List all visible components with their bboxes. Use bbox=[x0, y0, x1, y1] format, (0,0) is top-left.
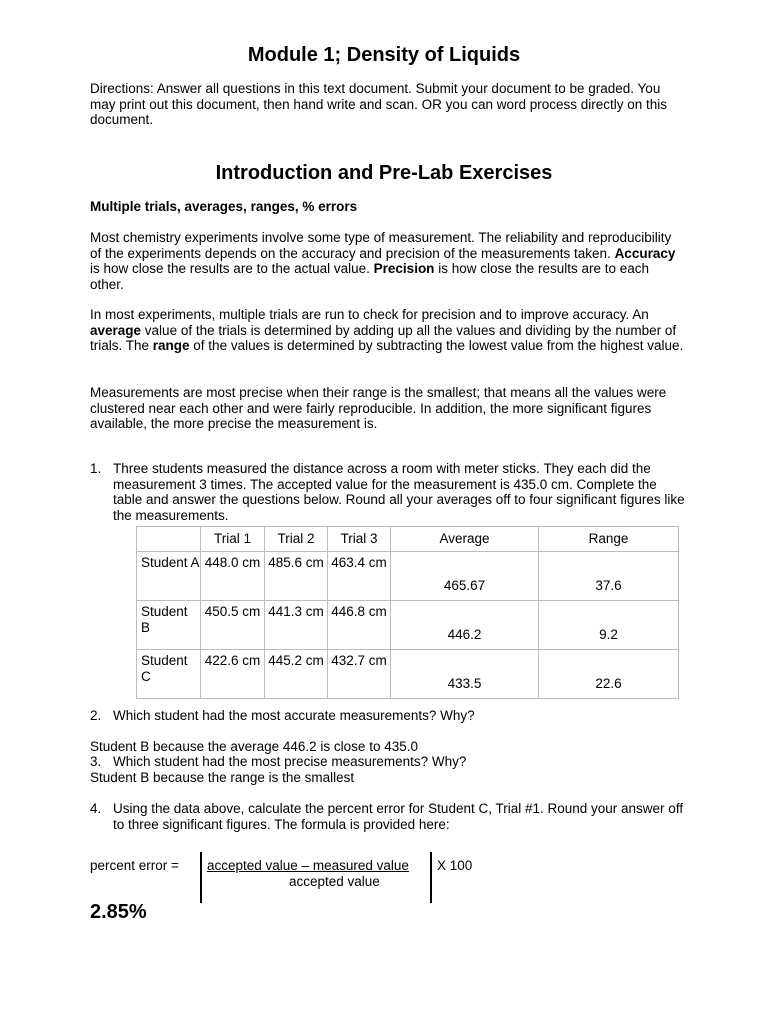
trial-1-cell: 450.5 cm bbox=[201, 601, 265, 650]
question-1 bbox=[90, 461, 685, 523]
precision-term: Precision bbox=[373, 261, 435, 276]
trial-2-cell: 441.3 cm bbox=[265, 601, 328, 650]
question-text: Which student had the most accurate measurements? Why? bbox=[113, 708, 475, 723]
trial-3-cell: 463.4 cm bbox=[328, 552, 391, 601]
para2-text-a: In most experiments, multiple trials are run to check for precision and to improve accuracy. An bbox=[90, 307, 649, 322]
question-number: 2. bbox=[90, 708, 102, 723]
question-number: 3. bbox=[90, 754, 102, 769]
trial-3-cell: 432.7 cm bbox=[328, 650, 391, 699]
range-cell[interactable]: 37.6 bbox=[539, 552, 679, 601]
paragraph-average-range bbox=[90, 307, 685, 354]
trial-1-cell: 422.6 cm bbox=[201, 650, 265, 699]
trial-2-cell: 445.2 cm bbox=[265, 650, 328, 699]
question-text: Using the data above, calculate the percent error for Student C, Trial #1. Round your answer off to three significant figures. The formula is provided here: bbox=[113, 801, 684, 832]
question-3 bbox=[90, 754, 685, 770]
paragraph-precise-measurements: Measurements are most precise when their range is the smallest; that means all the values were clustered near each other and were fairly reproducible. In addition, the more significant figures available, the more precise the measurement is. bbox=[90, 385, 667, 431]
table-row bbox=[137, 552, 679, 601]
question-number: 1. bbox=[90, 461, 102, 476]
answer-2[interactable]: Student B because the average 446.2 is close to 435.0 bbox=[90, 739, 418, 754]
question-4 bbox=[90, 801, 685, 832]
trial-3-cell: 446.8 cm bbox=[328, 601, 391, 650]
answer-4[interactable]: 2.85% bbox=[90, 901, 147, 923]
student-name: Student C bbox=[137, 650, 201, 699]
table-header-row bbox=[137, 527, 679, 552]
para1-text-c: is how close the results are to the actual value. bbox=[90, 261, 374, 276]
table-header-trial1: Trial 1 bbox=[201, 527, 265, 552]
table-header-average: Average bbox=[391, 527, 539, 552]
table-header-trial3: Trial 3 bbox=[328, 527, 391, 552]
formula-numerator: accepted value – measured value bbox=[207, 858, 409, 873]
question-number: 4. bbox=[90, 801, 102, 816]
student-name: Student B bbox=[137, 601, 201, 650]
section-title: Introduction and Pre-Lab Exercises bbox=[215, 162, 553, 184]
table-header-trial2: Trial 2 bbox=[265, 527, 328, 552]
para2-text-d: of the values is determined by subtracting the lowest value from the highest value. bbox=[189, 338, 684, 353]
average-cell[interactable]: 446.2 bbox=[391, 601, 539, 650]
formula-label: percent error = bbox=[90, 858, 179, 873]
average-cell[interactable]: 465.67 bbox=[391, 552, 539, 601]
answer-3[interactable]: Student B because the range is the smallest bbox=[90, 770, 355, 785]
question-2 bbox=[90, 708, 685, 724]
para2-text-c: value of the trials is determined by adding up all the values and dividing by the number of trials. The bbox=[90, 322, 677, 353]
question-text: Three students measured the distance across a room with meter sticks. They each did the measurement 3 times. The accepted value for the measurement is 435.0 cm. Complete the table and answer the questions below. Round all your averages off to four significant figures like the measurements. bbox=[113, 461, 685, 523]
table-header-blank bbox=[137, 527, 201, 552]
table-row bbox=[137, 650, 679, 699]
range-cell[interactable]: 22.6 bbox=[539, 650, 679, 699]
formula-multiplier: X 100 bbox=[437, 858, 473, 873]
para1-text-d: is how close the results are to each other. bbox=[90, 261, 650, 292]
student-name: Student A bbox=[137, 552, 201, 601]
average-cell[interactable]: 433.5 bbox=[391, 650, 539, 699]
trial-2-cell: 485.6 cm bbox=[265, 552, 328, 601]
average-term: average bbox=[90, 322, 142, 338]
trial-1-cell: 448.0 cm bbox=[201, 552, 265, 601]
directions-text: Directions: Answer all questions in this text document. Submit your document to be graded. You may print out this document, then hand write and scan. OR you can word process directly on this document. bbox=[90, 81, 668, 127]
question-text: Which student had the most precise measurements? Why? bbox=[113, 754, 467, 769]
measurement-table bbox=[136, 526, 679, 699]
range-cell[interactable]: 9.2 bbox=[539, 601, 679, 650]
subheading: Multiple trials, averages, ranges, % errors bbox=[90, 199, 358, 214]
table-header-range: Range bbox=[539, 527, 679, 552]
formula-right-bar bbox=[430, 852, 432, 903]
paragraph-accuracy-precision bbox=[90, 230, 685, 292]
accuracy-term: Accuracy bbox=[614, 245, 676, 261]
para1-text-a: Most chemistry experiments involve some type of measurement. The reliability and reproducibility of the experiments depends on the accuracy and precision of the measurements taken. bbox=[90, 230, 672, 261]
range-term: range bbox=[152, 338, 190, 353]
table-row bbox=[137, 601, 679, 650]
formula-denominator: accepted value bbox=[289, 874, 380, 889]
formula-left-bar bbox=[200, 852, 202, 903]
page-title: Module 1; Density of Liquids bbox=[247, 44, 521, 66]
